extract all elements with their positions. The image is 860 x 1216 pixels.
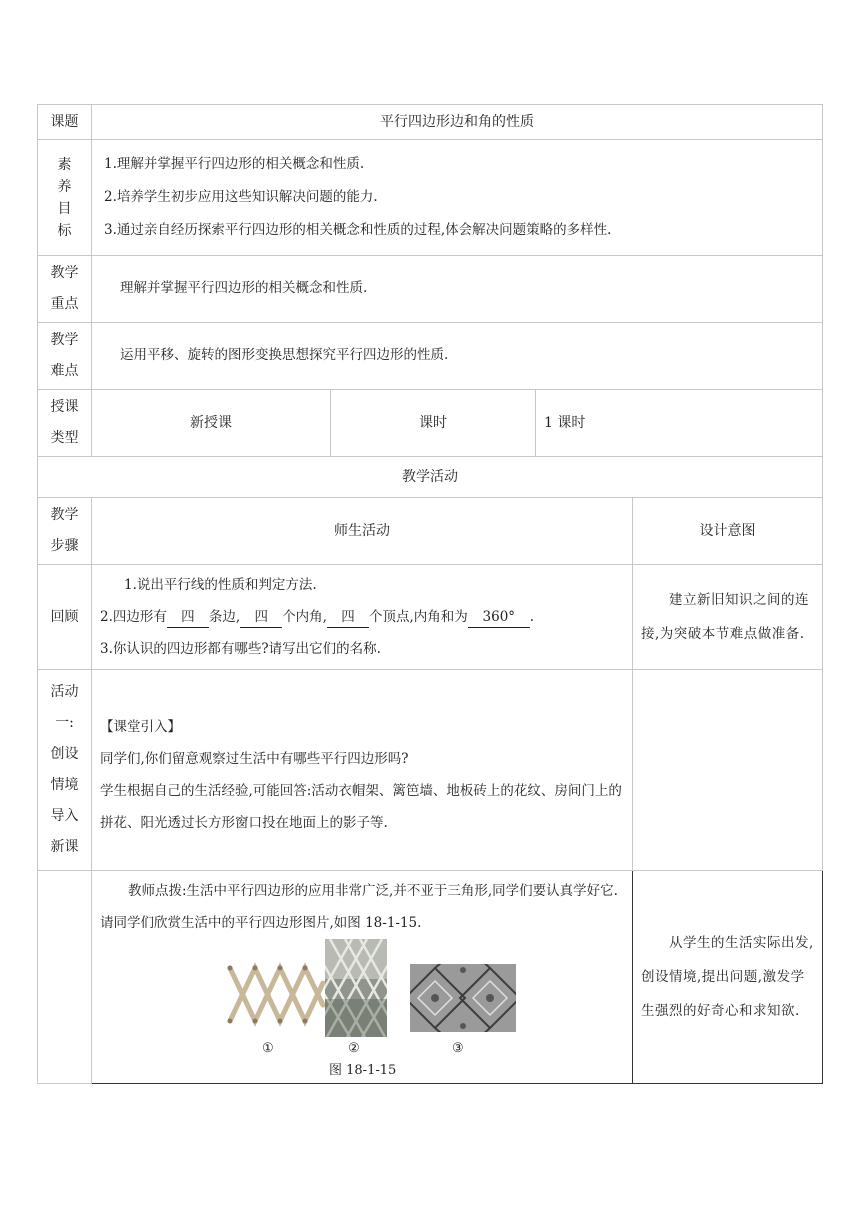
teacher-tip-design [633,871,823,1084]
goals-label-char: 素 [57,156,72,173]
column-header-row [38,498,823,565]
review-line-3: 3.你认识的四边形都有哪些?请写出它们的名称. [100,641,381,657]
steps-label [38,498,92,565]
label-line: 重点 [50,296,79,312]
review-design [633,565,823,670]
label-line: 新课 [50,839,79,855]
goals-label-char: 标 [57,222,72,239]
review-label: 回顾 [38,565,92,670]
figure-label: ③ [452,1041,464,1056]
teacher-tip-label [38,871,92,1084]
lesson-plan [37,104,822,1084]
activities-title: 教学活动 [38,457,823,498]
answer-blank: 四 [167,607,209,628]
lesson-type-value: 新授课 [92,390,331,457]
label-line: 导入 [50,808,79,824]
review-row [38,565,823,670]
answer-blank: 四 [240,607,282,628]
lesson-type-row [38,390,823,457]
difficulty-row [38,323,823,390]
floor-tile-image [410,964,516,1032]
topic-value: 平行四边形边和角的性质 [92,105,823,140]
goals-row [38,140,823,256]
goal-item: 3.通过亲自经历探索平行四边形的相关概念和性质的过程,体会解决问题策略的多样性. [104,222,612,238]
design-intent-header: 设计意图 [633,498,823,565]
review-text: . [529,609,535,625]
activity1-question: 同学们,你们留意观察过生活中有哪些平行四边形吗? [100,751,409,767]
goal-item: 2.培养学生初步应用这些知识解决问题的能力. [104,189,378,205]
lesson-hours-label: 课时 [331,390,536,457]
figure-label: ② [348,1041,360,1056]
activity1-heading: 【课堂引入】 [100,719,181,735]
key-point-row [38,256,823,323]
goal-item: 1.理解并掌握平行四边形的相关概念和性质. [104,156,365,172]
lesson-type-label [38,390,92,457]
review-text: 2.四边形有 [100,609,167,625]
label-line: 活动 [50,684,79,700]
teacher-tip-content [92,871,633,1084]
folding-rack-image [225,943,325,1043]
label-line: 情境 [50,777,79,793]
goals-label [38,140,92,256]
teacher-student-header: 师生活动 [92,498,633,565]
label-line: 难点 [50,363,79,379]
figure-caption: 图 18-1-15 [329,1063,397,1078]
difficulty-label [38,323,92,390]
activity1-row [38,670,823,871]
teacher-tip-design-text: 从学生的生活实际出发,创设情境,提出问题,激发学生强烈的好奇心和求知欲. [641,935,814,1019]
goals-label-char: 目 [57,200,72,217]
label-line: 授课 [50,399,79,416]
topic-label: 课题 [38,105,92,140]
figure-label: ① [262,1041,274,1056]
activities-title-row [38,457,823,498]
label-line: 一: [55,715,74,731]
review-text: 个内角, [282,609,327,625]
activity1-content [92,670,633,871]
review-text: 个顶点,内角和为 [368,609,468,625]
lesson-hours-value: 1 课时 [536,390,823,457]
label-line: 教学 [50,507,79,524]
activity1-label [38,670,92,871]
activity1-design [633,670,823,871]
answer-blank: 四 [327,607,369,628]
label-line: 类型 [50,430,79,446]
review-line-2 [100,601,624,633]
review-text: 条边, [208,609,241,625]
goals-list [92,140,823,256]
review-line-1: 1.说出平行线的性质和判定方法. [124,577,317,593]
lattice-fence-image [325,939,387,1037]
activity1-answer: 学生根据自己的生活经验,可能回答:活动衣帽架、篱笆墙、地板砖上的花纹、房间门上的拼花、阳光透过长方形窗口投在地面上的影子等. [100,783,622,831]
topic-row [38,105,823,140]
review-content [92,565,633,670]
figure-group [100,939,624,1079]
lesson-plan-table [37,104,823,1084]
teacher-tip-row [38,871,823,1084]
label-line: 创设 [50,746,79,762]
answer-blank: 360° [468,607,530,628]
key-point-text: 理解并掌握平行四边形的相关概念和性质. [92,256,823,323]
difficulty-text: 运用平移、旋转的图形变换思想探究平行四边形的性质. [92,323,823,390]
label-line: 步骤 [50,538,79,554]
review-design-text: 建立新旧知识之间的连接,为突破本节难点做准备. [641,592,809,642]
label-line: 教学 [50,265,79,282]
key-point-label [38,256,92,323]
label-line: 教学 [50,332,79,349]
goals-label-char: 养 [57,178,72,195]
teacher-tip-text: 教师点拨:生活中平行四边形的应用非常广泛,并不亚于三角形,同学们要认真学好它.请同学们欣赏生活中的平行四边形图片,如图 18-1-15. [100,883,618,931]
